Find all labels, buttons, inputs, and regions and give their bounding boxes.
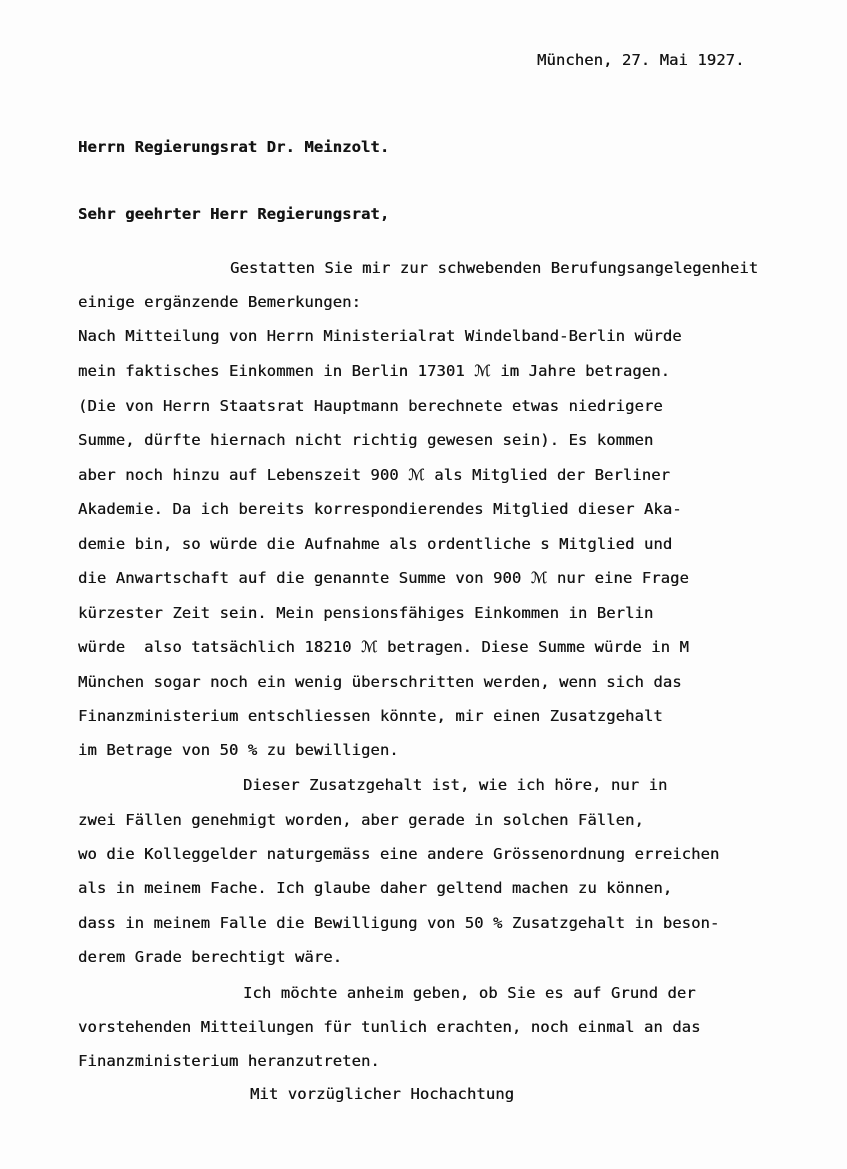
- body-line: würde also tatsächlich 18210 ℳ betragen. Diese Summe würde in M: [78, 638, 689, 656]
- letter-addressee: Herrn Regierungsrat Dr. Meinzolt.: [78, 138, 390, 156]
- body-line: derem Grade berechtigt wäre.: [78, 948, 343, 966]
- body-line: im Betrage von 50 % zu bewilligen.: [78, 741, 399, 759]
- body-line: wo die Kolleggelder naturgemäss eine andere Grössenordnung erreichen: [78, 845, 720, 863]
- body-line: dass in meinem Falle die Bewilligung von 50 % Zusatzgehalt in beson-: [78, 914, 720, 932]
- body-line: Nach Mitteilung von Herrn Ministerialrat Windelband-Berlin würde: [78, 327, 682, 345]
- body-line: vorstehenden Mitteilungen für tunlich erachten, noch einmal an das: [78, 1018, 701, 1036]
- body-line: als in meinem Fache. Ich glaube daher geltend machen zu können,: [78, 879, 673, 897]
- letter-date: München, 27. Mai 1927.: [537, 51, 745, 69]
- body-line: Finanzministerium heranzutreten.: [78, 1052, 380, 1070]
- body-line: kürzester Zeit sein. Mein pensionsfähiges Einkommen in Berlin: [78, 604, 654, 622]
- body-line: zwei Fällen genehmigt worden, aber gerade in solchen Fällen,: [78, 811, 644, 829]
- body-line: Summe, dürfte hiernach nicht richtig gewesen sein). Es kommen: [78, 431, 654, 449]
- body-line: die Anwartschaft auf die genannte Summe von 900 ℳ nur eine Frage: [78, 569, 689, 587]
- letter-salutation: Sehr geehrter Herr Regierungsrat,: [78, 205, 390, 223]
- body-line: Ich möchte anheim geben, ob Sie es auf Grund der: [243, 984, 696, 1002]
- body-line: einige ergänzende Bemerkungen:: [78, 293, 361, 311]
- body-line: demie bin, so würde die Aufnahme als ordentliche s Mitglied und: [78, 535, 673, 553]
- body-line: München sogar noch ein wenig überschritten werden, wenn sich das: [78, 673, 682, 691]
- body-line: aber noch hinzu auf Lebenszeit 900 ℳ als Mitglied der Berliner: [78, 466, 671, 484]
- letter-closing: Mit vorzüglicher Hochachtung: [250, 1085, 515, 1103]
- body-line: Akademie. Da ich bereits korrespondierendes Mitglied dieser Aka-: [78, 500, 682, 518]
- body-line: Gestatten Sie mir zur schwebenden Berufungsangelegenheit: [230, 259, 759, 277]
- body-line: Dieser Zusatzgehalt ist, wie ich höre, nur in: [243, 776, 668, 794]
- body-line: mein faktisches Einkommen in Berlin 17301 ℳ im Jahre betragen.: [78, 362, 671, 380]
- body-line: Finanzministerium entschliessen könnte, mir einen Zusatzgehalt: [78, 707, 663, 725]
- body-line: (Die von Herrn Staatsrat Hauptmann berechnete etwas niedrigere: [78, 397, 663, 415]
